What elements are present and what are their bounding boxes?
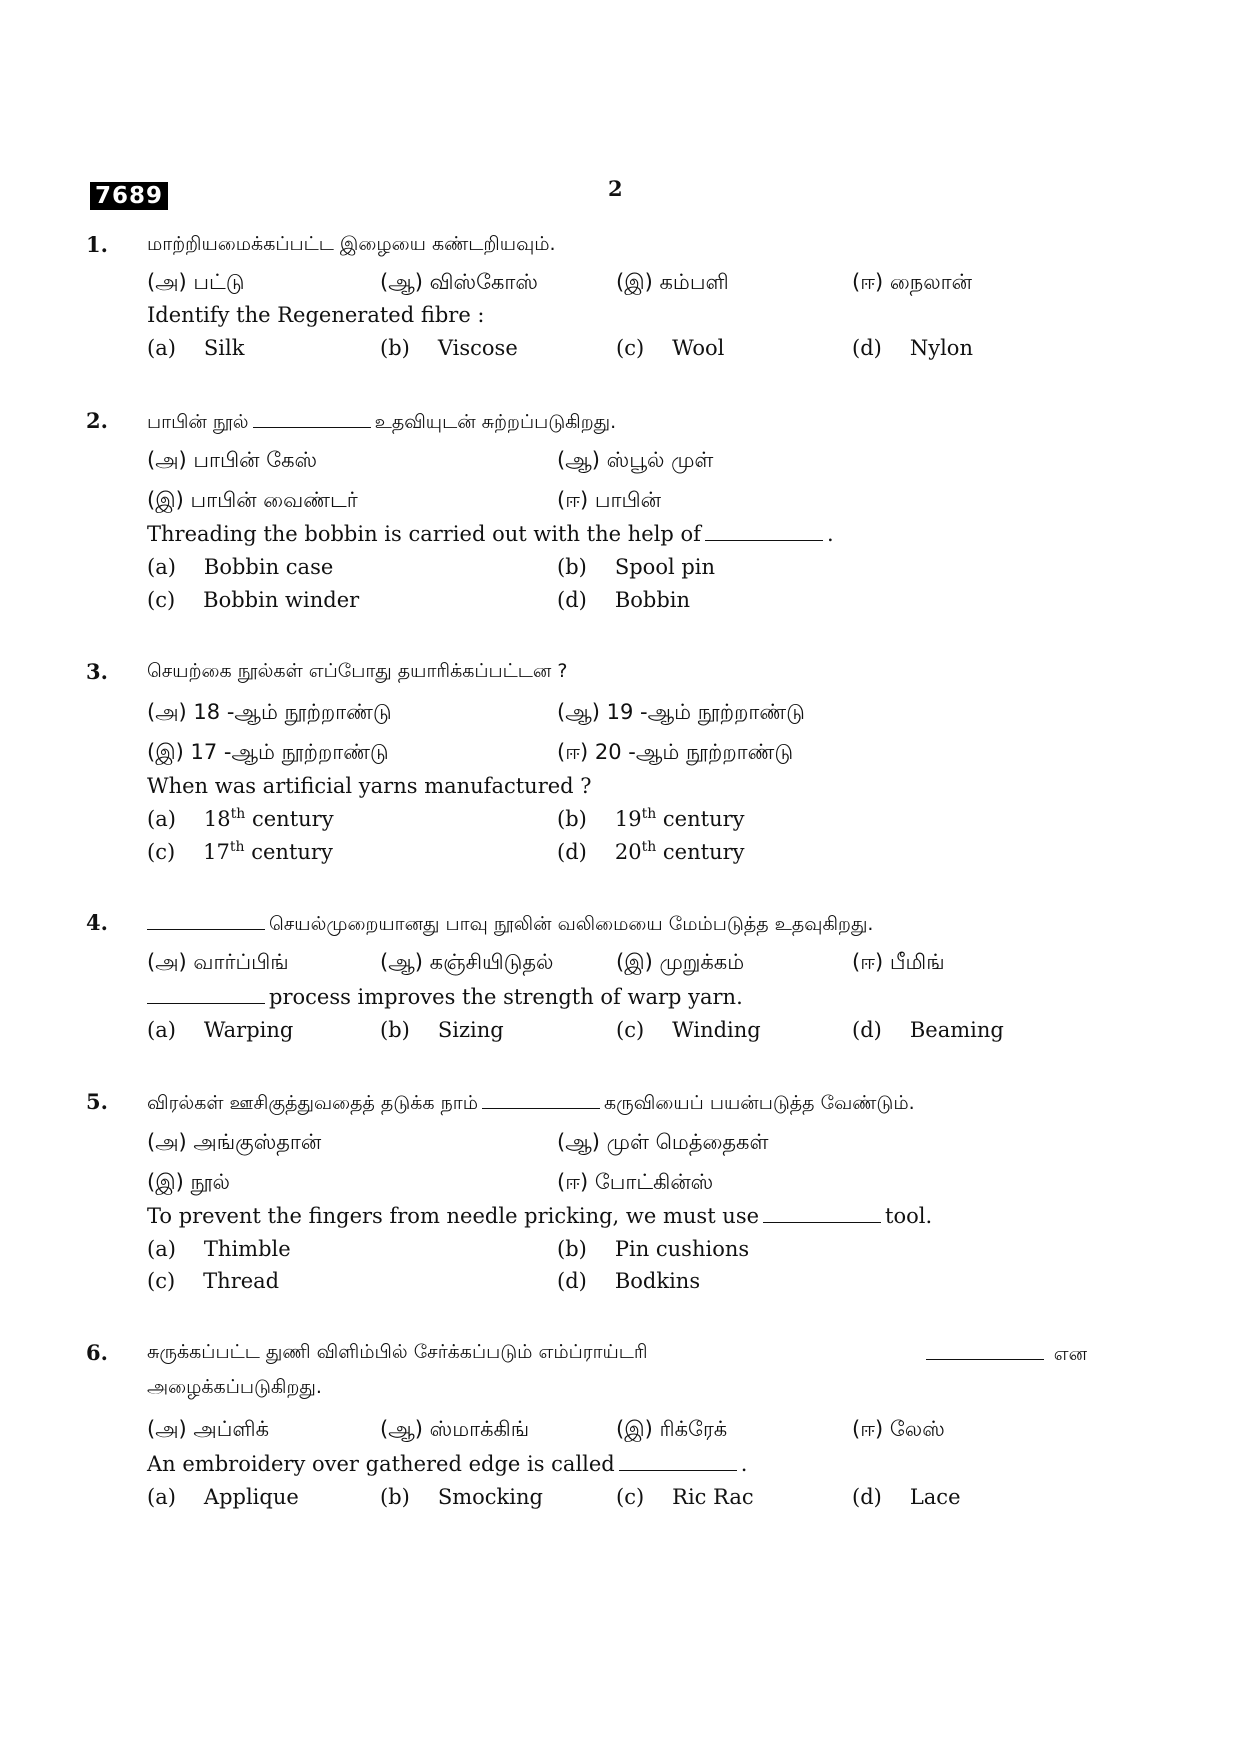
question-text-english: When was artificial yarns manufactured ?: [147, 774, 592, 798]
question-text-tamil-continued: அழைக்கப்படுகிறது.: [147, 1376, 322, 1398]
question-number: 6.: [86, 1340, 108, 1365]
option-a: (a) Applique: [147, 1485, 299, 1509]
answer-blank: [147, 985, 265, 1004]
option-tamil-d: (ஈ) 20 -ஆம் நூற்றாண்டு: [557, 740, 794, 764]
option-d: (d) Beaming: [852, 1018, 1004, 1042]
option-tamil-c: (இ) 17 -ஆம் நூற்றாண்டு: [147, 740, 389, 764]
question-text-english: An embroidery over gathered edge is called .: [147, 1452, 748, 1476]
answer-blank: [926, 1341, 1044, 1360]
answer-blank: [482, 1090, 600, 1109]
question-text-english: Threading the bobbin is carried out with the help of .: [147, 522, 834, 546]
option-tamil-b: (ஆ) விஸ்கோஸ்: [380, 270, 538, 294]
option-a: (a) Warping: [147, 1018, 294, 1042]
option-c: (c) Wool: [616, 336, 725, 360]
option-d: (d) Bodkins: [557, 1269, 701, 1293]
option-tamil-a: (அ) பாபின் கேஸ்: [147, 448, 318, 472]
option-tamil-d: (ஈ) பாபின்: [557, 488, 662, 512]
option-a: (a) Bobbin case: [147, 555, 334, 579]
option-d: (d) 20th century: [557, 839, 745, 864]
option-tamil-c: (இ) கம்பளி: [616, 270, 729, 294]
option-tamil-a: (அ) 18 -ஆம் நூற்றாண்டு: [147, 700, 392, 724]
option-d: (d) Nylon: [852, 336, 973, 360]
option-tamil-d: (ஈ) பீமிங்: [852, 950, 945, 974]
option-tamil-b: (ஆ) ஸ்பூல் முள்: [557, 448, 714, 472]
option-c: (c) Bobbin winder: [147, 588, 360, 612]
question-number: 4.: [86, 910, 108, 935]
answer-blank: [253, 409, 371, 428]
option-d: (d) Lace: [852, 1485, 961, 1509]
question-text-english: To prevent the fingers from needle pricking, we must use tool.: [147, 1204, 933, 1228]
question-text-english: process improves the strength of warp yarn.: [147, 985, 743, 1009]
question-text-tamil: செயல்முறையானது பாவு நூலின் வலிமையை மேம்படுத்த உதவுகிறது.: [147, 911, 873, 938]
option-tamil-b: (ஆ) ஸ்மாக்கிங்: [380, 1417, 530, 1441]
option-tamil-b: (ஆ) 19 -ஆம் நூற்றாண்டு: [557, 700, 805, 724]
option-a: (a) Thimble: [147, 1237, 291, 1261]
option-tamil-b: (ஆ) முள் மெத்தைகள்: [557, 1130, 769, 1154]
option-b: (b) Spool pin: [557, 555, 716, 579]
option-a: (a) Silk: [147, 336, 245, 360]
option-b: (b) Sizing: [380, 1018, 504, 1042]
question-text-tamil: சுருக்கப்பட்ட துணி விளிம்பில் சேர்க்கப்படும் எம்ப்ராய்டரி என: [147, 1341, 1087, 1365]
option-tamil-d: (ஈ) நைலான்: [852, 270, 973, 294]
paper-code-badge: 7689: [90, 182, 168, 210]
option-b: (b) Pin cushions: [557, 1237, 750, 1261]
option-b: (b) Smocking: [380, 1485, 543, 1509]
option-tamil-c: (இ) பாபின் வைண்டர்: [147, 488, 358, 512]
option-tamil-a: (அ) வார்ப்பிங்: [147, 950, 289, 974]
option-c: (c) Ric Rac: [616, 1485, 754, 1509]
answer-blank: [619, 1452, 737, 1471]
question-number: 5.: [86, 1089, 108, 1114]
option-b: (b) 19th century: [557, 806, 745, 831]
option-c: (c) Thread: [147, 1269, 280, 1293]
option-c: (c) Winding: [616, 1018, 761, 1042]
question-number: 3.: [86, 659, 108, 684]
option-tamil-b: (ஆ) கஞ்சியிடுதல்: [380, 950, 554, 974]
option-tamil-d: (ஈ) லேஸ்: [852, 1417, 945, 1441]
question-text-tamil: பாபின் நூல் உதவியுடன் சுற்றப்படுகிறது.: [147, 411, 617, 433]
option-tamil-c: (இ) முறுக்கம்: [616, 950, 745, 974]
option-a: (a) 18th century: [147, 806, 334, 831]
option-d: (d) Bobbin: [557, 588, 691, 612]
question-text-tamil: விரல்கள் ஊசிகுத்துவதைத் தடுக்க நாம் கருவியைப் பயன்படுத்த வேண்டும்.: [147, 1092, 915, 1114]
question-text-tamil: செயற்கை நூல்கள் எப்போது தயாரிக்கப்பட்டன ?: [147, 660, 568, 682]
question-text-english: Identify the Regenerated fibre :: [147, 303, 485, 327]
question-number: 1.: [86, 232, 108, 257]
question-text-tamil: மாற்றியமைக்கப்பட்ட இழையை கண்டறியவும்.: [147, 233, 556, 255]
option-tamil-a: (அ) பட்டு: [147, 270, 245, 294]
answer-blank: [147, 911, 265, 930]
answer-blank: [763, 1204, 881, 1223]
option-tamil-d: (ஈ) போட்கின்ஸ்: [557, 1170, 714, 1194]
question-number: 2.: [86, 408, 108, 433]
answer-blank: [705, 522, 823, 541]
option-tamil-c: (இ) நூல்: [147, 1170, 230, 1194]
option-tamil-a: (அ) அப்ளிக்: [147, 1417, 270, 1441]
option-b: (b) Viscose: [380, 336, 518, 360]
option-tamil-a: (அ) அங்குஸ்தான்: [147, 1130, 322, 1154]
page-number: 2: [608, 176, 623, 201]
option-c: (c) 17th century: [147, 839, 333, 864]
option-tamil-c: (இ) ரிக்ரேக்: [616, 1417, 728, 1441]
